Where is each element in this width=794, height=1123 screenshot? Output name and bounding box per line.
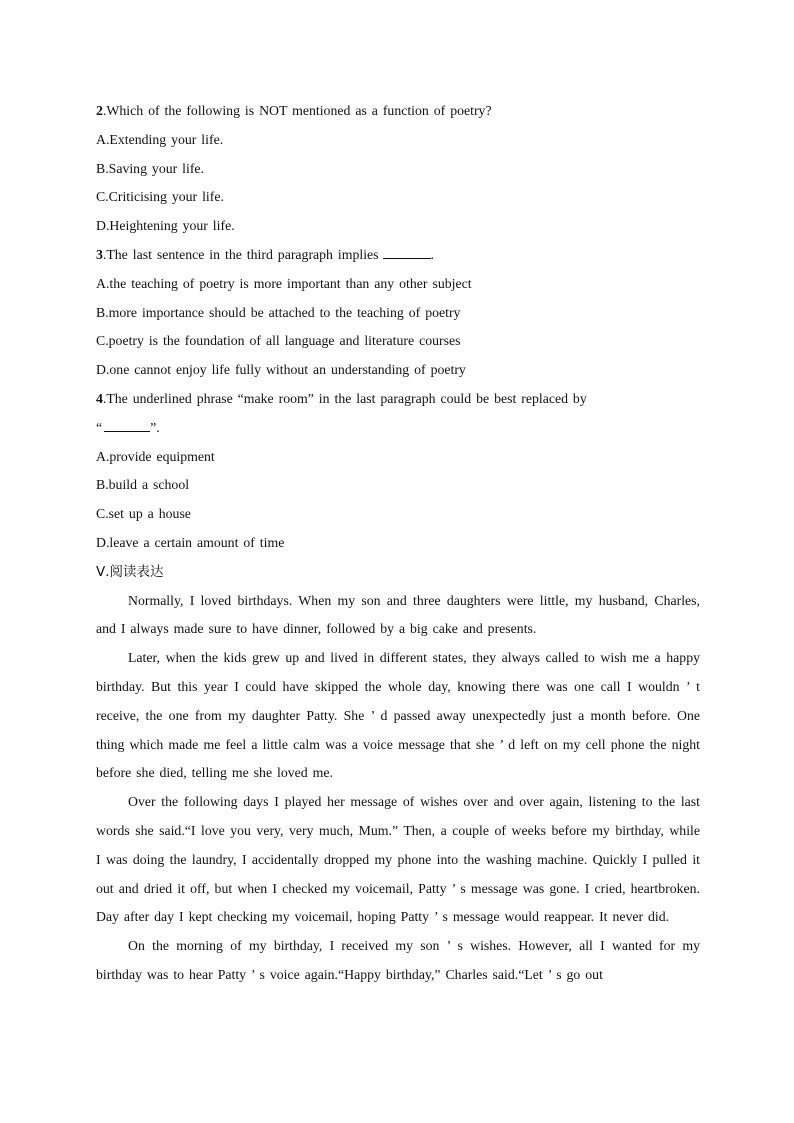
option-b: B.more importance should be attached to the teaching of poetry — [96, 304, 461, 320]
question-4 — [96, 385, 700, 414]
question-2 — [96, 97, 700, 126]
question-4-blank-line — [96, 414, 700, 443]
question-number: 2 — [96, 103, 103, 118]
option-a: A.Extending your life. — [96, 131, 224, 147]
section-heading: Ⅴ.阅读表达 — [96, 563, 164, 580]
option-b: B.build a school — [96, 477, 190, 493]
answer-blank — [104, 417, 150, 432]
answer-blank — [383, 244, 431, 259]
quote-open: “ — [96, 419, 103, 435]
question-stem: .Which of the following is NOT mentioned as a function of poetry? — [102, 103, 492, 118]
question-number: 3 — [96, 246, 103, 262]
option-c: C.Criticising your life. — [96, 189, 224, 205]
option-c: C.poetry is the foundation of all language and literature courses — [96, 333, 461, 349]
document-page — [96, 97, 700, 990]
option-c: C.set up a house — [96, 506, 191, 522]
option-a: A.the teaching of poetry is more important than any other subject — [96, 275, 472, 291]
question-number: 4 — [96, 390, 103, 406]
option-b: B.Saving your life. — [96, 160, 204, 176]
quote-close: ”. — [150, 419, 160, 435]
option-d: D.Heightening your life. — [96, 218, 235, 234]
passage-paragraph: Normally, I loved birthdays. When my son and three daughters were little, my husband, Charles, and I always made sure to have dinner, followed by a big cake and presents. — [96, 592, 700, 637]
question-3 — [96, 241, 700, 270]
question-stem: .The underlined phrase “make room” in the last paragraph could be best replaced by — [102, 390, 587, 406]
option-d: D.leave a certain amount of time — [96, 534, 285, 550]
passage-paragraph: Over the following days I played her message of wishes over and over again, listening to the last words she said.“I love you very, very much, Mum.” Then, a couple of weeks before my birthday, while I was doing the laundry, I accidentally dropped my phone into the washing machine. Quickly I pulled it out and dried it off, but when I checked my voicemail, Patty ’ s message was gone. I cried, heartbroken. Day after day I kept checking my voicemail, hoping Patty ’ s message would reappear. It never did. — [96, 794, 700, 925]
question-stem: .The last sentence in the third paragraph implies — [102, 246, 379, 262]
question-stem-end: . — [430, 246, 434, 262]
option-d: D.one cannot enjoy life fully without an understanding of poetry — [96, 362, 466, 378]
passage-paragraph: Later, when the kids grew up and lived in different states, they always called to wish me a happy birthday. But this year I could have skipped the whole day, knowing there was one call I wouldn ’ t receive, the one from my daughter Patty. She ’ d passed away unexpectedly just a month before. One thing which made me feel a little calm was a voice message that she ’ d left on my cell phone the night before she died, telling me she loved me. — [96, 650, 700, 781]
passage-paragraph: On the morning of my birthday, I received my son ’ s wishes. However, all I wanted for my birthday was to hear Patty ’ s voice again.“Happy birthday,” Charles said.“Let ’ s go out — [96, 938, 700, 982]
option-a: A.provide equipment — [96, 448, 215, 464]
